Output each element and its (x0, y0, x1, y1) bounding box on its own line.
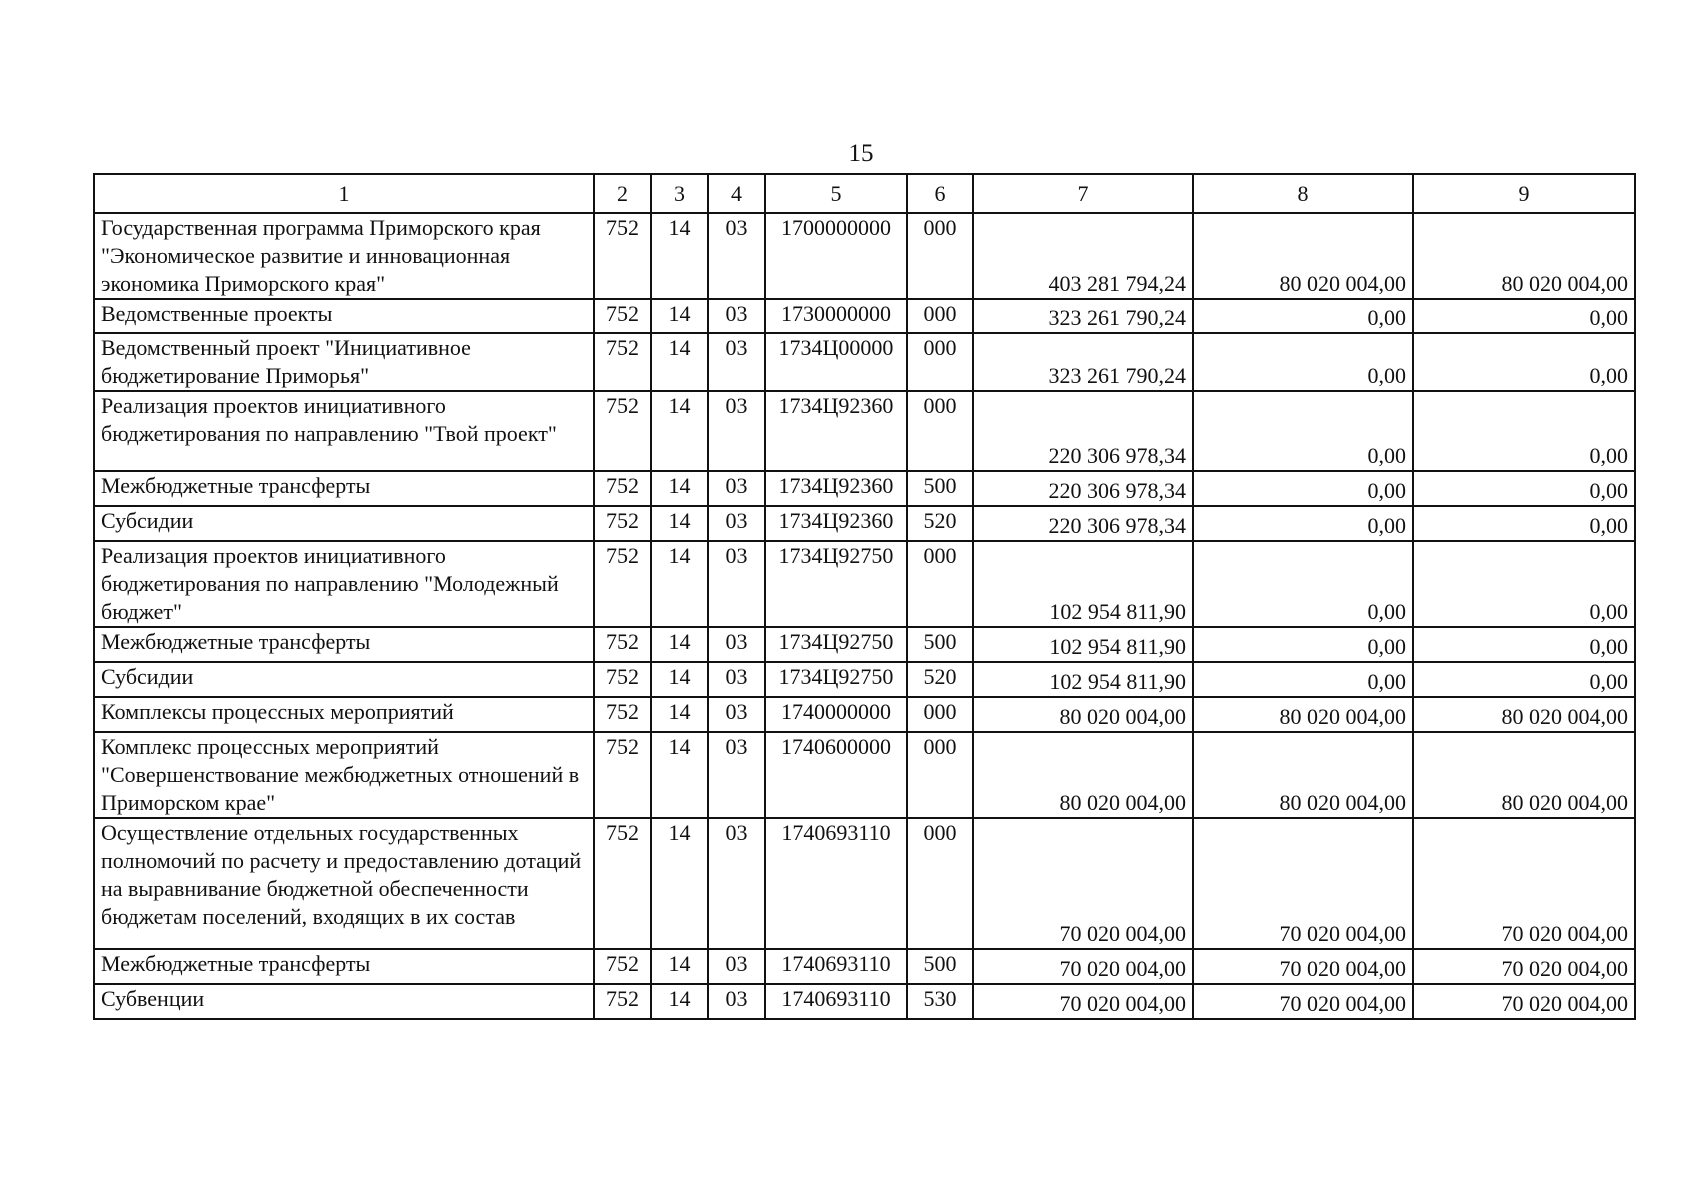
amount-cell-year2: 80 020 004,00 (1193, 213, 1413, 299)
section-code-cell: 14 (651, 662, 708, 697)
subsection-code-cell: 03 (708, 818, 765, 949)
subsection-code-cell: 03 (708, 697, 765, 732)
subsection-code-cell: 03 (708, 627, 765, 662)
expense-type-cell: 500 (907, 627, 973, 662)
column-header: 4 (708, 174, 765, 213)
ministry-code-cell: 752 (594, 471, 651, 506)
table-row (94, 541, 1635, 627)
target-article-cell: 1740000000 (765, 697, 907, 732)
column-header: 1 (94, 174, 594, 213)
ministry-code-cell: 752 (594, 213, 651, 299)
table-row (94, 333, 1635, 391)
row-name-cell: Ведомственный проект "Инициативное бюджетирование Приморья" (94, 333, 594, 391)
ministry-code-cell: 752 (594, 732, 651, 818)
target-article-cell: 1740693110 (765, 949, 907, 984)
amount-cell-year3: 0,00 (1413, 299, 1635, 333)
amount-cell-year3: 0,00 (1413, 541, 1635, 627)
ministry-code-cell: 752 (594, 949, 651, 984)
row-name-cell: Межбюджетные трансферты (94, 471, 594, 506)
section-code-cell: 14 (651, 213, 708, 299)
target-article-cell: 1734Ц92750 (765, 541, 907, 627)
amount-cell-year1: 323 261 790,24 (973, 333, 1193, 391)
row-name-cell: Субсидии (94, 662, 594, 697)
amount-cell-year1: 220 306 978,34 (973, 391, 1193, 471)
amount-cell-year1: 220 306 978,34 (973, 471, 1193, 506)
subsection-code-cell: 03 (708, 506, 765, 541)
column-header: 6 (907, 174, 973, 213)
amount-cell-year2: 70 020 004,00 (1193, 984, 1413, 1019)
amount-cell-year2: 0,00 (1193, 662, 1413, 697)
target-article-cell: 1730000000 (765, 299, 907, 333)
row-name-cell: Ведомственные проекты (94, 299, 594, 333)
row-name-cell: Субвенции (94, 984, 594, 1019)
section-code-cell: 14 (651, 541, 708, 627)
table-row (94, 697, 1635, 732)
subsection-code-cell: 03 (708, 949, 765, 984)
amount-cell-year1: 102 954 811,90 (973, 627, 1193, 662)
amount-cell-year3: 80 020 004,00 (1413, 213, 1635, 299)
amount-cell-year2: 0,00 (1193, 471, 1413, 506)
column-header: 8 (1193, 174, 1413, 213)
table-row (94, 506, 1635, 541)
amount-cell-year2: 0,00 (1193, 299, 1413, 333)
expense-type-cell: 530 (907, 984, 973, 1019)
row-name-cell: Межбюджетные трансферты (94, 949, 594, 984)
ministry-code-cell: 752 (594, 506, 651, 541)
subsection-code-cell: 03 (708, 391, 765, 471)
amount-cell-year2: 0,00 (1193, 541, 1413, 627)
column-header: 7 (973, 174, 1193, 213)
expense-type-cell: 000 (907, 541, 973, 627)
amount-cell-year3: 0,00 (1413, 333, 1635, 391)
subsection-code-cell: 03 (708, 984, 765, 1019)
column-header: 3 (651, 174, 708, 213)
expense-type-cell: 000 (907, 213, 973, 299)
amount-cell-year3: 70 020 004,00 (1413, 818, 1635, 949)
target-article-cell: 1734Ц92750 (765, 662, 907, 697)
ministry-code-cell: 752 (594, 541, 651, 627)
expense-type-cell: 500 (907, 949, 973, 984)
ministry-code-cell: 752 (594, 299, 651, 333)
subsection-code-cell: 03 (708, 471, 765, 506)
amount-cell-year1: 70 020 004,00 (973, 984, 1193, 1019)
amount-cell-year3: 80 020 004,00 (1413, 732, 1635, 818)
target-article-cell: 1734Ц00000 (765, 333, 907, 391)
subsection-code-cell: 03 (708, 732, 765, 818)
target-article-cell: 1700000000 (765, 213, 907, 299)
subsection-code-cell: 03 (708, 213, 765, 299)
amount-cell-year3: 0,00 (1413, 471, 1635, 506)
section-code-cell: 14 (651, 627, 708, 662)
section-code-cell: 14 (651, 506, 708, 541)
table-row (94, 391, 1635, 471)
section-code-cell: 14 (651, 333, 708, 391)
ministry-code-cell: 752 (594, 333, 651, 391)
section-code-cell: 14 (651, 299, 708, 333)
ministry-code-cell: 752 (594, 627, 651, 662)
amount-cell-year1: 70 020 004,00 (973, 818, 1193, 949)
amount-cell-year1: 220 306 978,34 (973, 506, 1193, 541)
amount-cell-year3: 0,00 (1413, 506, 1635, 541)
target-article-cell: 1734Ц92750 (765, 627, 907, 662)
amount-cell-year3: 0,00 (1413, 391, 1635, 471)
budget-table (93, 173, 1636, 1020)
amount-cell-year1: 403 281 794,24 (973, 213, 1193, 299)
amount-cell-year3: 80 020 004,00 (1413, 697, 1635, 732)
amount-cell-year3: 0,00 (1413, 627, 1635, 662)
subsection-code-cell: 03 (708, 541, 765, 627)
amount-cell-year3: 70 020 004,00 (1413, 949, 1635, 984)
section-code-cell: 14 (651, 984, 708, 1019)
target-article-cell: 1734Ц92360 (765, 506, 907, 541)
expense-type-cell: 000 (907, 732, 973, 818)
column-header: 2 (594, 174, 651, 213)
page-number: 15 (848, 140, 874, 167)
amount-cell-year2: 0,00 (1193, 627, 1413, 662)
table-row (94, 732, 1635, 818)
expense-type-cell: 000 (907, 818, 973, 949)
ministry-code-cell: 752 (594, 697, 651, 732)
column-header: 9 (1413, 174, 1635, 213)
target-article-cell: 1740693110 (765, 818, 907, 949)
amount-cell-year2: 70 020 004,00 (1193, 818, 1413, 949)
amount-cell-year2: 0,00 (1193, 391, 1413, 471)
table-body (94, 213, 1635, 1019)
column-number-row (94, 174, 1635, 213)
target-article-cell: 1740600000 (765, 732, 907, 818)
ministry-code-cell: 752 (594, 391, 651, 471)
expense-type-cell: 500 (907, 471, 973, 506)
section-code-cell: 14 (651, 818, 708, 949)
table-row (94, 949, 1635, 984)
row-name-cell: Осуществление отдельных государственных полномочий по расчету и предоставлению дотаций на выравнивание бюджетной обеспеченности бюджетам поселений, входящих в их состав (94, 818, 594, 949)
amount-cell-year3: 0,00 (1413, 662, 1635, 697)
expense-type-cell: 520 (907, 506, 973, 541)
ministry-code-cell: 752 (594, 818, 651, 949)
subsection-code-cell: 03 (708, 299, 765, 333)
amount-cell-year1: 102 954 811,90 (973, 662, 1193, 697)
row-name-cell: Государственная программа Приморского края "Экономическое развитие и инновационная экономика Приморского края" (94, 213, 594, 299)
amount-cell-year3: 70 020 004,00 (1413, 984, 1635, 1019)
amount-cell-year1: 102 954 811,90 (973, 541, 1193, 627)
subsection-code-cell: 03 (708, 333, 765, 391)
target-article-cell: 1740693110 (765, 984, 907, 1019)
section-code-cell: 14 (651, 732, 708, 818)
amount-cell-year2: 0,00 (1193, 506, 1413, 541)
row-name-cell: Межбюджетные трансферты (94, 627, 594, 662)
table-row (94, 984, 1635, 1019)
expense-type-cell: 000 (907, 697, 973, 732)
section-code-cell: 14 (651, 471, 708, 506)
section-code-cell: 14 (651, 697, 708, 732)
amount-cell-year2: 70 020 004,00 (1193, 949, 1413, 984)
row-name-cell: Субсидии (94, 506, 594, 541)
amount-cell-year1: 323 261 790,24 (973, 299, 1193, 333)
table-row (94, 213, 1635, 299)
amount-cell-year2: 80 020 004,00 (1193, 732, 1413, 818)
table-row (94, 471, 1635, 506)
target-article-cell: 1734Ц92360 (765, 391, 907, 471)
expense-type-cell: 000 (907, 391, 973, 471)
amount-cell-year2: 80 020 004,00 (1193, 697, 1413, 732)
column-header: 5 (765, 174, 907, 213)
ministry-code-cell: 752 (594, 662, 651, 697)
target-article-cell: 1734Ц92360 (765, 471, 907, 506)
section-code-cell: 14 (651, 949, 708, 984)
table-row (94, 662, 1635, 697)
expense-type-cell: 000 (907, 299, 973, 333)
section-code-cell: 14 (651, 391, 708, 471)
expense-type-cell: 520 (907, 662, 973, 697)
ministry-code-cell: 752 (594, 984, 651, 1019)
row-name-cell: Реализация проектов инициативного бюджетирования по направлению "Молодежный бюджет" (94, 541, 594, 627)
expense-type-cell: 000 (907, 333, 973, 391)
amount-cell-year1: 80 020 004,00 (973, 732, 1193, 818)
table-row (94, 627, 1635, 662)
amount-cell-year1: 70 020 004,00 (973, 949, 1193, 984)
table-row (94, 299, 1635, 333)
subsection-code-cell: 03 (708, 662, 765, 697)
table-row (94, 818, 1635, 949)
amount-cell-year1: 80 020 004,00 (973, 697, 1193, 732)
amount-cell-year2: 0,00 (1193, 333, 1413, 391)
row-name-cell: Комплексы процессных мероприятий (94, 697, 594, 732)
row-name-cell: Реализация проектов инициативного бюджетирования по направлению "Твой проект" (94, 391, 594, 471)
row-name-cell: Комплекс процессных мероприятий "Совершенствование межбюджетных отношений в Приморском крае" (94, 732, 594, 818)
